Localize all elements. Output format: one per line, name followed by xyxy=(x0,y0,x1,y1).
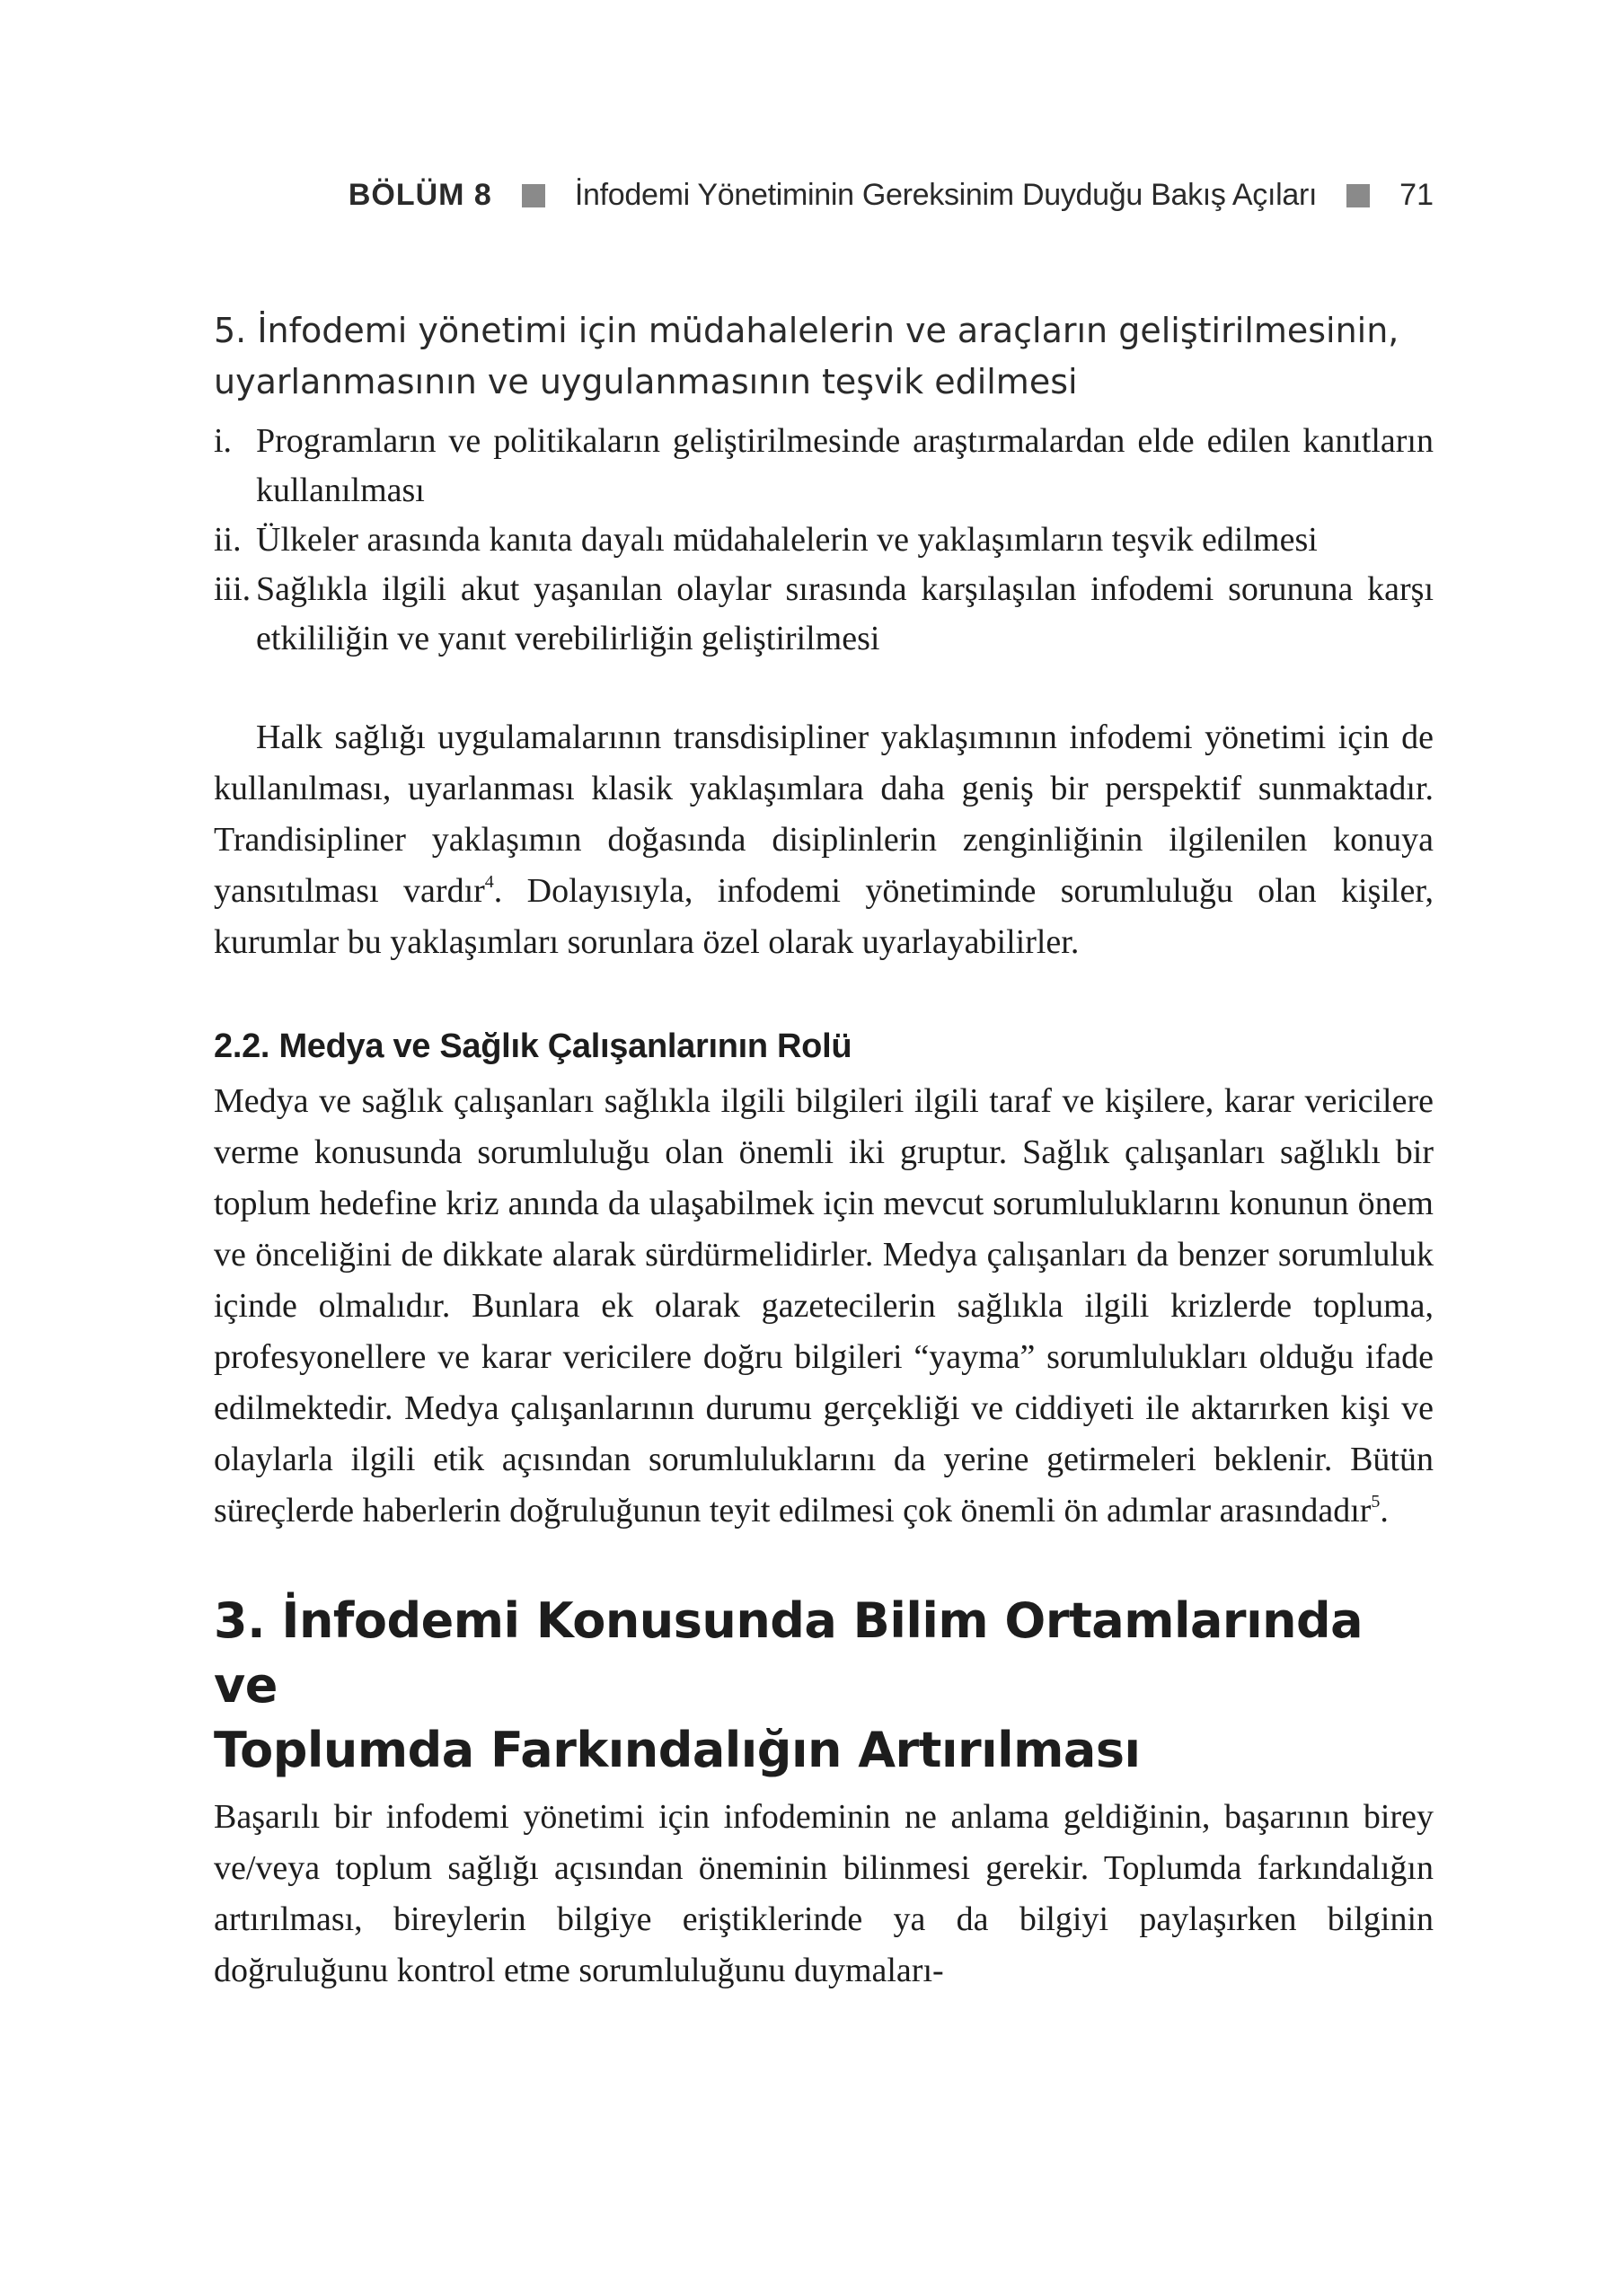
list-heading xyxy=(214,305,1434,408)
section-heading-line-1: 3. İnfodemi Konusunda Bilim Ortamlarında ve xyxy=(214,1592,1364,1714)
paragraph-text: . Dolayısıyla, infodemi yönetiminde sorumluluğu olan kişiler, kurumlar bu yaklaşımları sorunlara özel olarak uyarlayabilirler. xyxy=(214,872,1434,961)
list-item xyxy=(214,417,1434,516)
chapter-label: BÖLÜM 8 xyxy=(348,178,492,212)
paragraph-text: Medya ve sağlık çalışanları sağlıkla ilgili bilgileri ilgili taraf ve kişilere, karar vericilere verme konusunda sorumluluğu olan önemli iki gruptur. Sağlık çalışanları sağlıklı bir toplum hedefine kriz anında da ulaşabilmek için mevcut sorumluluklarını konunun önem ve önceliğini de dikkate alarak sürdürmelidirler. Medya çalışanları da benzer sorumluluk içinde olmalıdır. Bunlara ek olarak gazetecilerin sağlıkla ilgili krizlerde topluma, profesyonellere ve karar vericilere doğru bilgileri “yayma” sorumlulukları olduğu ifade edilmektedir. Medya çalışanlarının durumu gerçekliği ve ciddiyeti ile aktarırken kişi ve olaylarla ilgili etik açısından sorumluluklarını da yerine getirmeleri beklenir. Bütün süreçlerde haberlerin doğruluğunun teyit edilmesi çok önemli ön adımlar arasındadır xyxy=(214,1082,1434,1529)
body-paragraph xyxy=(214,712,1434,968)
footnote-ref[interactable]: 4 xyxy=(484,872,494,892)
body-paragraph: Başarılı bir infodemi yönetimi için infodeminin ne anlama geldiğinin, başarının birey ve/veya toplum sağlığı açısından öneminin bilinmesi gerekir. Toplumda farkındalığın artırılması, bireylerin bilgiye eriştiklerinde ya da bilgiyi paylaşırken bilginin doğruluğunu kontrol etme sorumluluğunu duymaları- xyxy=(214,1798,1434,1989)
running-header xyxy=(349,178,1434,213)
roman-numeral-list xyxy=(214,417,1434,664)
section-heading-line-2: Toplumda Farkındalığın Artırılması xyxy=(214,1722,1141,1778)
footnote-ref[interactable]: 5 xyxy=(1371,1492,1381,1512)
body-paragraph xyxy=(214,1076,1434,1537)
list-heading-line-2: uyarlanmasının ve uygulanmasının teşvik edilmesi xyxy=(214,362,1078,401)
list-item-text: Ülkeler arasında kanıta dayalı müdahalelerin ve yaklaşımların teşvik edilmesi xyxy=(256,521,1318,559)
subsection-heading: 2.2. Medya ve Sağlık Çalışanlarının Rolü xyxy=(214,1027,852,1065)
list-item-number: iii. xyxy=(214,570,252,608)
page-body xyxy=(214,305,1434,1997)
chapter-title: İnfodemi Yönetiminin Gereksinim Duyduğu Bakış Açıları xyxy=(574,178,1318,212)
list-item xyxy=(214,565,1434,664)
list-item-text: Sağlıkla ilgili akut yaşanılan olaylar sırasında karşılaşılan infodemi sorununa karşı etkililiğin ve yanıt verebilirliğin geliştirilmesi xyxy=(256,570,1434,657)
list-item-text: Programların ve politikaların geliştirilmesinde araştırmalardan elde edilen kanıtların kullanılması xyxy=(256,422,1434,509)
list-item-number: i. xyxy=(214,422,233,460)
paragraph-text: Halk sağlığı uygulamalarının transdisipliner yaklaşımının infodemi yönetimi için de kullanılması, uyarlanması klasik yaklaşımlara daha geniş bir perspektif sunmaktadır. Trandisipliner yaklaşımın doğasında disiplinlerin zenginliğinin ilgilenilen konuya yansıtılması vardır xyxy=(214,718,1434,910)
list-item-number: ii. xyxy=(214,521,242,559)
list-item xyxy=(214,516,1434,565)
square-separator-icon xyxy=(522,184,545,207)
square-separator-icon xyxy=(1346,184,1370,207)
section-heading xyxy=(214,1589,1434,1783)
list-heading-line-1: 5. İnfodemi yönetimi için müdahalelerin ve araçların geliştirilmesinin, xyxy=(214,311,1399,350)
paragraph-text: . xyxy=(1380,1492,1389,1529)
page-number: 71 xyxy=(1399,178,1434,212)
